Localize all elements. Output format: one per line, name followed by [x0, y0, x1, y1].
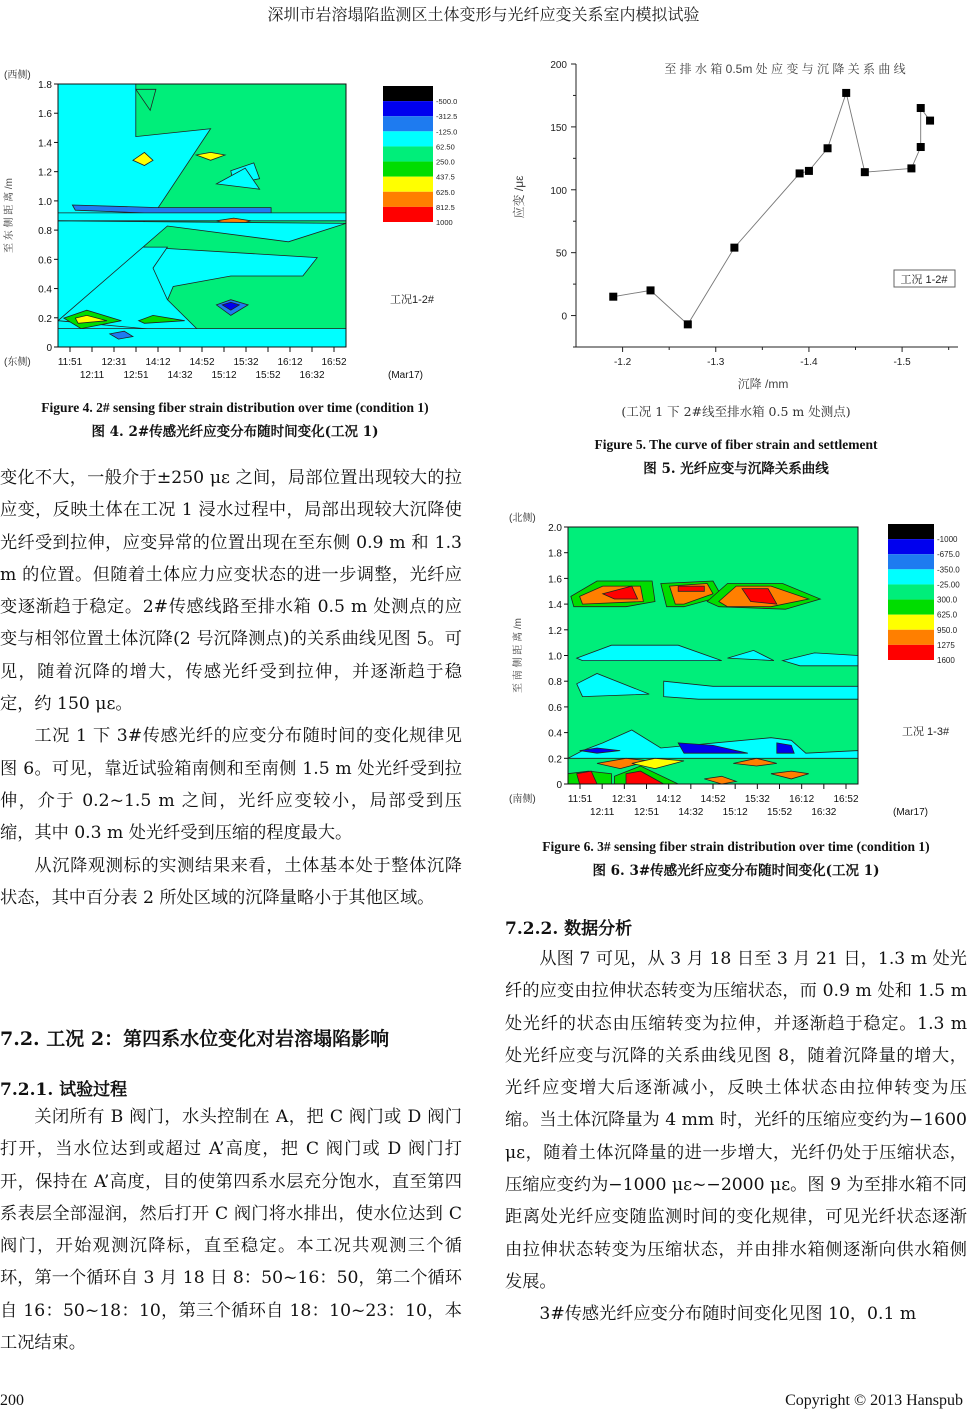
bottom-side-label: (南侧) [509, 794, 536, 805]
legend-swatch [383, 116, 433, 131]
y-tick-label: 50 [555, 248, 567, 260]
condition-annotation: 工况 1-3# [902, 726, 950, 738]
x-tick-label: -1.3 [707, 357, 725, 368]
data-point [796, 169, 804, 177]
x-tick-label: 14:12 [656, 794, 682, 805]
section-heading-7-2: 7.2. 工况 2：第四系水位变化对岩溶塌陷影响 [0, 1028, 390, 1050]
legend-label: 62.50 [436, 142, 455, 152]
legend-label: -350.0 [937, 565, 960, 575]
legend-label: 1275 [937, 640, 955, 650]
y-tick-label: 0 [556, 780, 562, 791]
y-tick-label: 200 [550, 60, 567, 71]
y-tick-label: 1.8 [38, 80, 52, 91]
legend-label: 1600 [937, 656, 955, 665]
data-point [926, 117, 934, 125]
legend-label: 工况 1-2# [900, 274, 948, 286]
legend-label: -1000 [937, 535, 958, 545]
x-tick-label: 11:51 [567, 794, 593, 805]
x-tick-label: 15:12 [722, 807, 748, 818]
left-column-lower [0, 1101, 462, 1359]
legend-label: -25.00 [937, 580, 960, 590]
y-tick-label: 1.0 [548, 651, 562, 663]
x-tick-label: -1.2 [613, 357, 632, 368]
paragraph: 关闭所有 B 阀门，水头控制在 A，把 C 阀门或 D 阀门打开，当水位达到或超过 A’高度，把 C 阀门或 D 阀门打开，保持在 A’高度，目的使第四系水层充分饱水，直至第四系表层全部湿润，然后打开 C 阀门将水排出，使水位达到 C 阀门，开始观测沉降标，直至稳定。本工况共观测三个循环，第一个循环自 3 月 18 日 8：50~16：50，第二个循环自 16：50~18：10，第三个循环自 18：10~23：10，本工况结束。 [0, 1107, 462, 1354]
legend-label: -125.0 [436, 127, 458, 137]
data-point [647, 286, 655, 294]
data-point [824, 144, 832, 152]
legend-label: -500.0 [436, 97, 458, 107]
legend-swatch [383, 131, 433, 146]
y-tick-label: 1.0 [38, 196, 52, 208]
legend-label: 300.0 [937, 595, 958, 605]
contour-region [58, 329, 346, 347]
figure-5-note: (工况 1 下 2#线至排水箱 0.5 m 处测点) [621, 404, 851, 419]
legend-label: -312.5 [436, 112, 458, 122]
figure-6-caption-en: Figure 6. 3# sensing fiber strain distribution over time (condition 1) [542, 839, 930, 854]
paragraph: 3#传感光纤应变分布随时间变化见图 10，0.1 m [539, 1304, 917, 1325]
y-tick-label: 0 [561, 311, 567, 323]
data-point [805, 167, 813, 175]
x-tick-label: 12:31 [611, 794, 637, 805]
y-axis-label: 至 南 侧 距 离 /m [513, 618, 524, 693]
x-tick-label: 16:32 [811, 807, 837, 818]
series-line [613, 93, 930, 325]
x-tick-label: -1.5 [893, 357, 911, 368]
legend-label: 625.0 [436, 187, 455, 197]
x-tick-label: 14:52 [189, 357, 215, 368]
x-tick-label: 12:51 [123, 370, 149, 381]
data-point [730, 244, 738, 252]
x-tick-label: 16:12 [277, 357, 303, 368]
legend-swatch [888, 554, 934, 569]
y-tick-label: 0 [46, 343, 52, 354]
top-side-label: (西侧) [4, 70, 31, 81]
paragraph: 从图 7 可见，从 3 月 18 日至 3 月 21 日，1.3 m 处光纤的应变由拉伸状态转变为压缩状态，而 0.9 m 处和 1.5 m 处光纤的状态由压缩转变为拉伸，并逐渐趋于稳定。1.3 m 处光纤应变与沉降的关系曲线见图 8，随着沉降量的增大，光纤应变增大后逐渐减小，反映土体状态由拉伸转变为压缩。当土体沉降量为 4 mm 时，光纤的压缩应变约为−1600 με，随着土体沉降量的进一步增大，光纤仍处于压缩状态，压缩应变约为−1000 με~−2000 με。图 9 为至排水箱不同距离处光纤应变随监测时间的变化规律，可见光纤状态逐渐由拉伸状态转变为压缩状态，并由排水箱侧逐渐向供水箱侧发展。 [505, 949, 967, 1292]
legend-swatch [888, 524, 934, 539]
legend-swatch [888, 630, 934, 645]
subsection-heading-7-2-2: 7.2.2. 数据分析 [505, 919, 633, 939]
left-column [0, 462, 462, 914]
date-label: (Mar17) [388, 370, 424, 381]
y-tick-label: 0.4 [38, 284, 52, 296]
x-tick-label: -1.4 [800, 357, 818, 368]
x-tick-label: 12:11 [79, 370, 105, 381]
contour-region [58, 213, 346, 221]
y-axis-label: 应变 /με [512, 175, 526, 219]
figure-6-caption-zh: 图 6. 3#传感光纤应变分布随时间变化(工况 1) [592, 863, 880, 879]
figure-5-line-chart [505, 55, 967, 395]
x-tick-label: 14:32 [678, 807, 704, 818]
figure-5-caption-zh: 图 5. 光纤应变与沉降关系曲线 [643, 461, 829, 477]
x-tick-label: 16:52 [833, 794, 859, 805]
figure-5 [505, 55, 967, 395]
figure-6-contour-plot [505, 497, 967, 827]
legend-swatch [383, 192, 433, 207]
y-tick-label: 1.6 [38, 109, 52, 121]
y-tick-label: 0.6 [548, 702, 562, 714]
legend-label: 1000 [436, 218, 453, 227]
y-tick-label: 1.4 [38, 138, 52, 150]
data-point [861, 168, 869, 176]
legend-swatch [888, 645, 934, 660]
x-tick-label: 12:11 [590, 807, 615, 818]
x-tick-label: 15:12 [211, 370, 237, 381]
x-tick-label: 12:51 [633, 807, 660, 818]
legend-label: 812.5 [436, 202, 455, 212]
x-tick-label: 14:12 [145, 357, 171, 368]
y-tick-label: 1.4 [548, 600, 562, 612]
y-tick-label: 1.2 [548, 625, 562, 637]
legend-swatch [383, 177, 433, 192]
data-point [917, 143, 925, 151]
chart-title: 至 排 水 箱 0.5m 处 应 变 与 沉 降 关 系 曲 线 [664, 62, 906, 76]
paragraph: 从沉降观测标的实测结果来看，土体基本处于整体沉降状态，其中百分表 2 所处区域的沉降量略小于其他区域。 [0, 855, 462, 908]
copyright: Copyright © 2013 Hanspub [785, 1392, 963, 1409]
y-tick-label: 100 [550, 185, 567, 197]
x-axis-label: 沉降 /mm [737, 377, 789, 391]
contour-region [678, 586, 704, 591]
y-tick-label: 1.6 [548, 574, 562, 586]
legend-swatch [383, 101, 433, 116]
legend-label: 250.0 [436, 157, 455, 167]
legend-label: 950.0 [937, 625, 958, 635]
y-axis-label: 至 东 侧 距 离 /m [4, 178, 15, 253]
x-tick-label: 15:32 [233, 357, 259, 368]
data-point [609, 293, 617, 301]
figure-4-caption-zh: 图 4. 2#传感光纤应变分布随时间变化(工况 1) [91, 424, 379, 440]
data-point [917, 104, 925, 112]
y-tick-label: 150 [550, 122, 567, 134]
data-point [907, 164, 915, 172]
data-point [842, 89, 850, 97]
date-label: (Mar17) [893, 807, 929, 818]
y-tick-label: 2.0 [548, 523, 562, 534]
y-tick-label: 0.2 [548, 754, 562, 766]
y-tick-label: 0.8 [38, 226, 52, 238]
x-tick-label: 16:12 [789, 794, 815, 805]
y-tick-label: 0.6 [38, 255, 52, 267]
x-tick-label: 14:52 [700, 794, 726, 805]
legend-swatch [888, 584, 934, 599]
y-tick-label: 0.4 [548, 728, 562, 740]
running-header: 深圳市岩溶塌陷监测区土体变形与光纤应变关系室内模拟试验 [267, 5, 700, 24]
y-tick-label: 0.2 [38, 313, 52, 325]
top-side-label: (北侧) [509, 513, 536, 524]
legend-swatch [888, 539, 934, 554]
legend-swatch [888, 615, 934, 630]
x-tick-label: 16:32 [299, 370, 325, 381]
x-tick-label: 15:52 [766, 807, 793, 818]
legend-swatch [383, 162, 433, 177]
bottom-side-label: (东侧) [4, 357, 31, 368]
subsection-heading-7-2-1: 7.2.1. 试验过程 [0, 1080, 128, 1100]
legend-label: 437.5 [436, 172, 455, 182]
page-number: 200 [0, 1392, 24, 1409]
figure-6 [505, 497, 967, 827]
legend-swatch [888, 569, 934, 584]
legend-swatch [383, 207, 433, 222]
legend-swatch [383, 146, 433, 161]
x-tick-label: 15:32 [744, 794, 770, 805]
x-tick-label: 14:32 [167, 370, 193, 381]
y-tick-label: 1.2 [38, 167, 52, 179]
data-point [684, 320, 692, 328]
x-tick-label: 15:52 [255, 370, 281, 381]
x-tick-label: 11:51 [57, 357, 83, 368]
legend-swatch [383, 86, 433, 101]
legend-label: 625.0 [937, 610, 958, 620]
right-column [505, 943, 967, 1331]
legend-label: -675.0 [937, 550, 960, 560]
figure-4 [0, 58, 470, 388]
x-tick-label: 16:52 [321, 357, 347, 368]
x-tick-label: 12:31 [101, 357, 127, 368]
figure-4-contour-plot [0, 58, 470, 388]
paragraph: 工况 1 下 3#传感光纤的应变分布随时间的变化规律见图 6。可见，靠近试验箱南侧和至南侧 1.5 m 处光纤受到拉伸，介于 0.2~1.5 m 之间，光纤应变较小，局部受到压缩，其中 0.3 m 处光纤受到压缩的程度最大。 [0, 726, 462, 844]
y-tick-label: 0.8 [548, 677, 562, 689]
y-tick-label: 1.8 [548, 548, 562, 560]
paragraph: 变化不大，一般介于±250 με 之间，局部位置出现较大的拉应变，反映土体在工况 1 浸水过程中，局部出现较大沉降使光纤受到拉伸，应变异常的位置出现在至东侧 0.9 m 和 1.3 m 的位置。但随着土体应力应变状态的进一步调整，光纤应变逐渐趋于稳定。2#传感线路至排水箱 0.5 m 处测点的应变与相邻位置土体沉降(2 号沉降测点)的关系曲线见图 5。可见，随着沉降的增大，传感光纤受到拉伸，并逐渐趋于稳定，约 150 με。 [0, 468, 462, 715]
condition-annotation: 工况1-2# [390, 294, 435, 306]
figure-5-caption-en: Figure 5. The curve of fiber strain and settlement [594, 437, 878, 452]
legend-swatch [888, 600, 934, 615]
figure-4-caption-en: Figure 4. 2# sensing fiber strain distribution over time (condition 1) [41, 400, 429, 415]
